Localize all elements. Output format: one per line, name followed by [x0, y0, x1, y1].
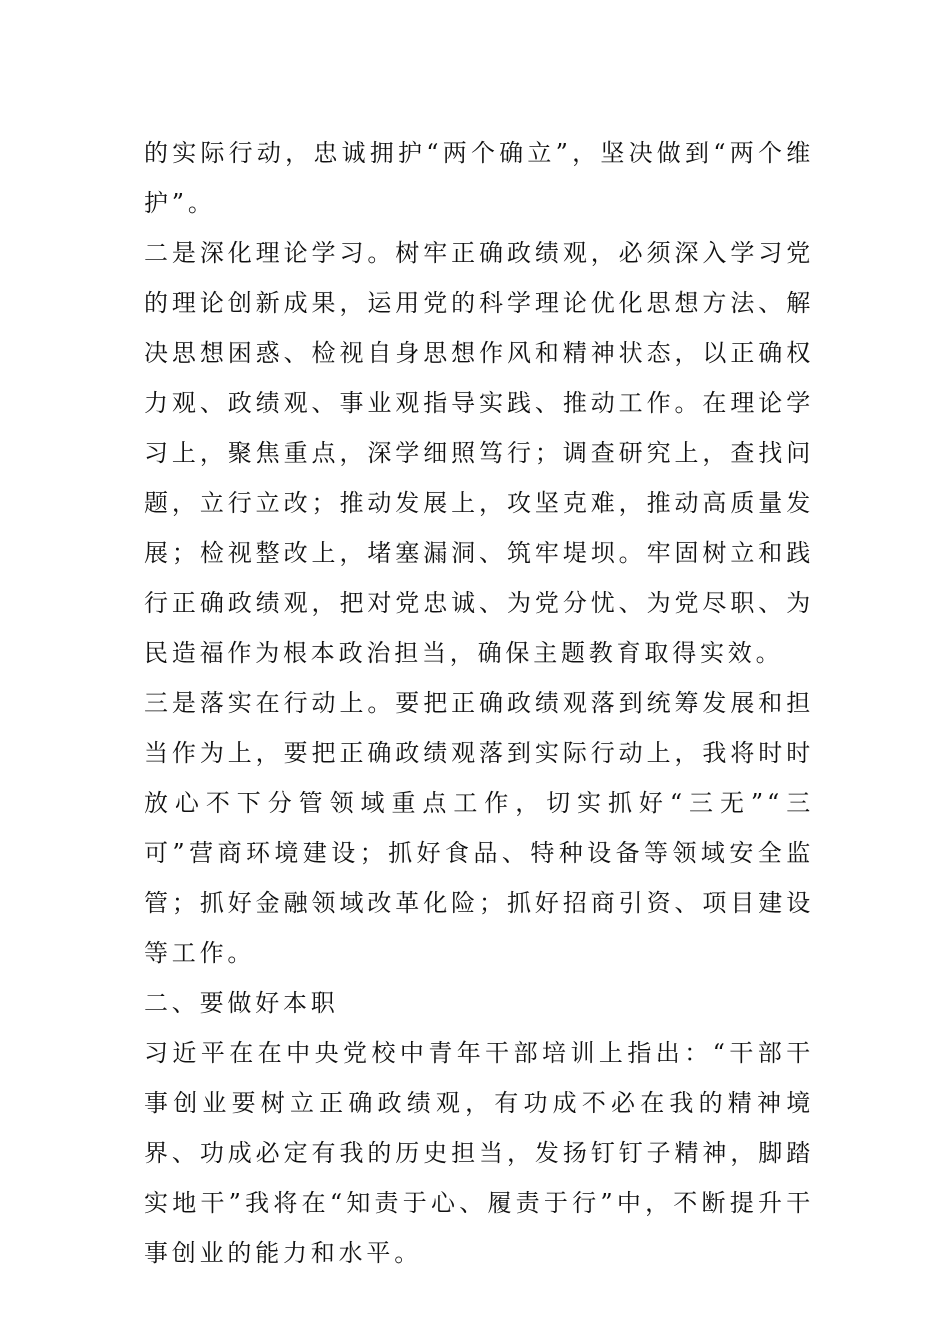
paragraph-continuation: 的实际行动，忠诚拥护“两个确立”，坚决做到“两个维护”。: [144, 139, 814, 217]
document-body: [144, 128, 814, 1278]
paragraph-action: 三是落实在行动上。要把正确政绩观落到统筹发展和担当作为上，要把正确政绩观落到实际行动上，我将时时放心不下分管领域重点工作，切实抓好“三无”“三可”营商环境建设；抓好食品、特种设备等领域安全监管；抓好金融领域改革化险；抓好招商引资、项目建设等工作。: [144, 689, 814, 967]
paragraph-theory-study: 二是深化理论学习。树牢正确政绩观，必须深入学习党的理论创新成果，运用党的科学理论优化思想方法、解决思想困惑、检视自身思想作风和精神状态，以正确权力观、政绩观、事业观指导实践、推动工作。在理论学习上，聚焦重点，深学细照笃行；调查研究上，查找问题，立行立改；推动发展上，攻坚克难，推动高质量发展；检视整改上，堵塞漏洞、筑牢堤坝。牢固树立和践行正确政绩观，把对党忠诚、为党分忧、为党尽职、为民造福作为根本政治担当，确保主题教育取得实效。: [144, 239, 814, 667]
section-heading: 二、要做好本职: [144, 989, 339, 1017]
paragraph-duty: 习近平在在中央党校中青年干部培训上指出：“干部干事创业要树立正确政绩观，有功成不必在我的精神境界、功成必定有我的历史担当，发扬钉钉子精神，脚踏实地干”我将在“知责于心、履责于行”中，不断提升干事创业的能力和水平。: [144, 1039, 814, 1267]
